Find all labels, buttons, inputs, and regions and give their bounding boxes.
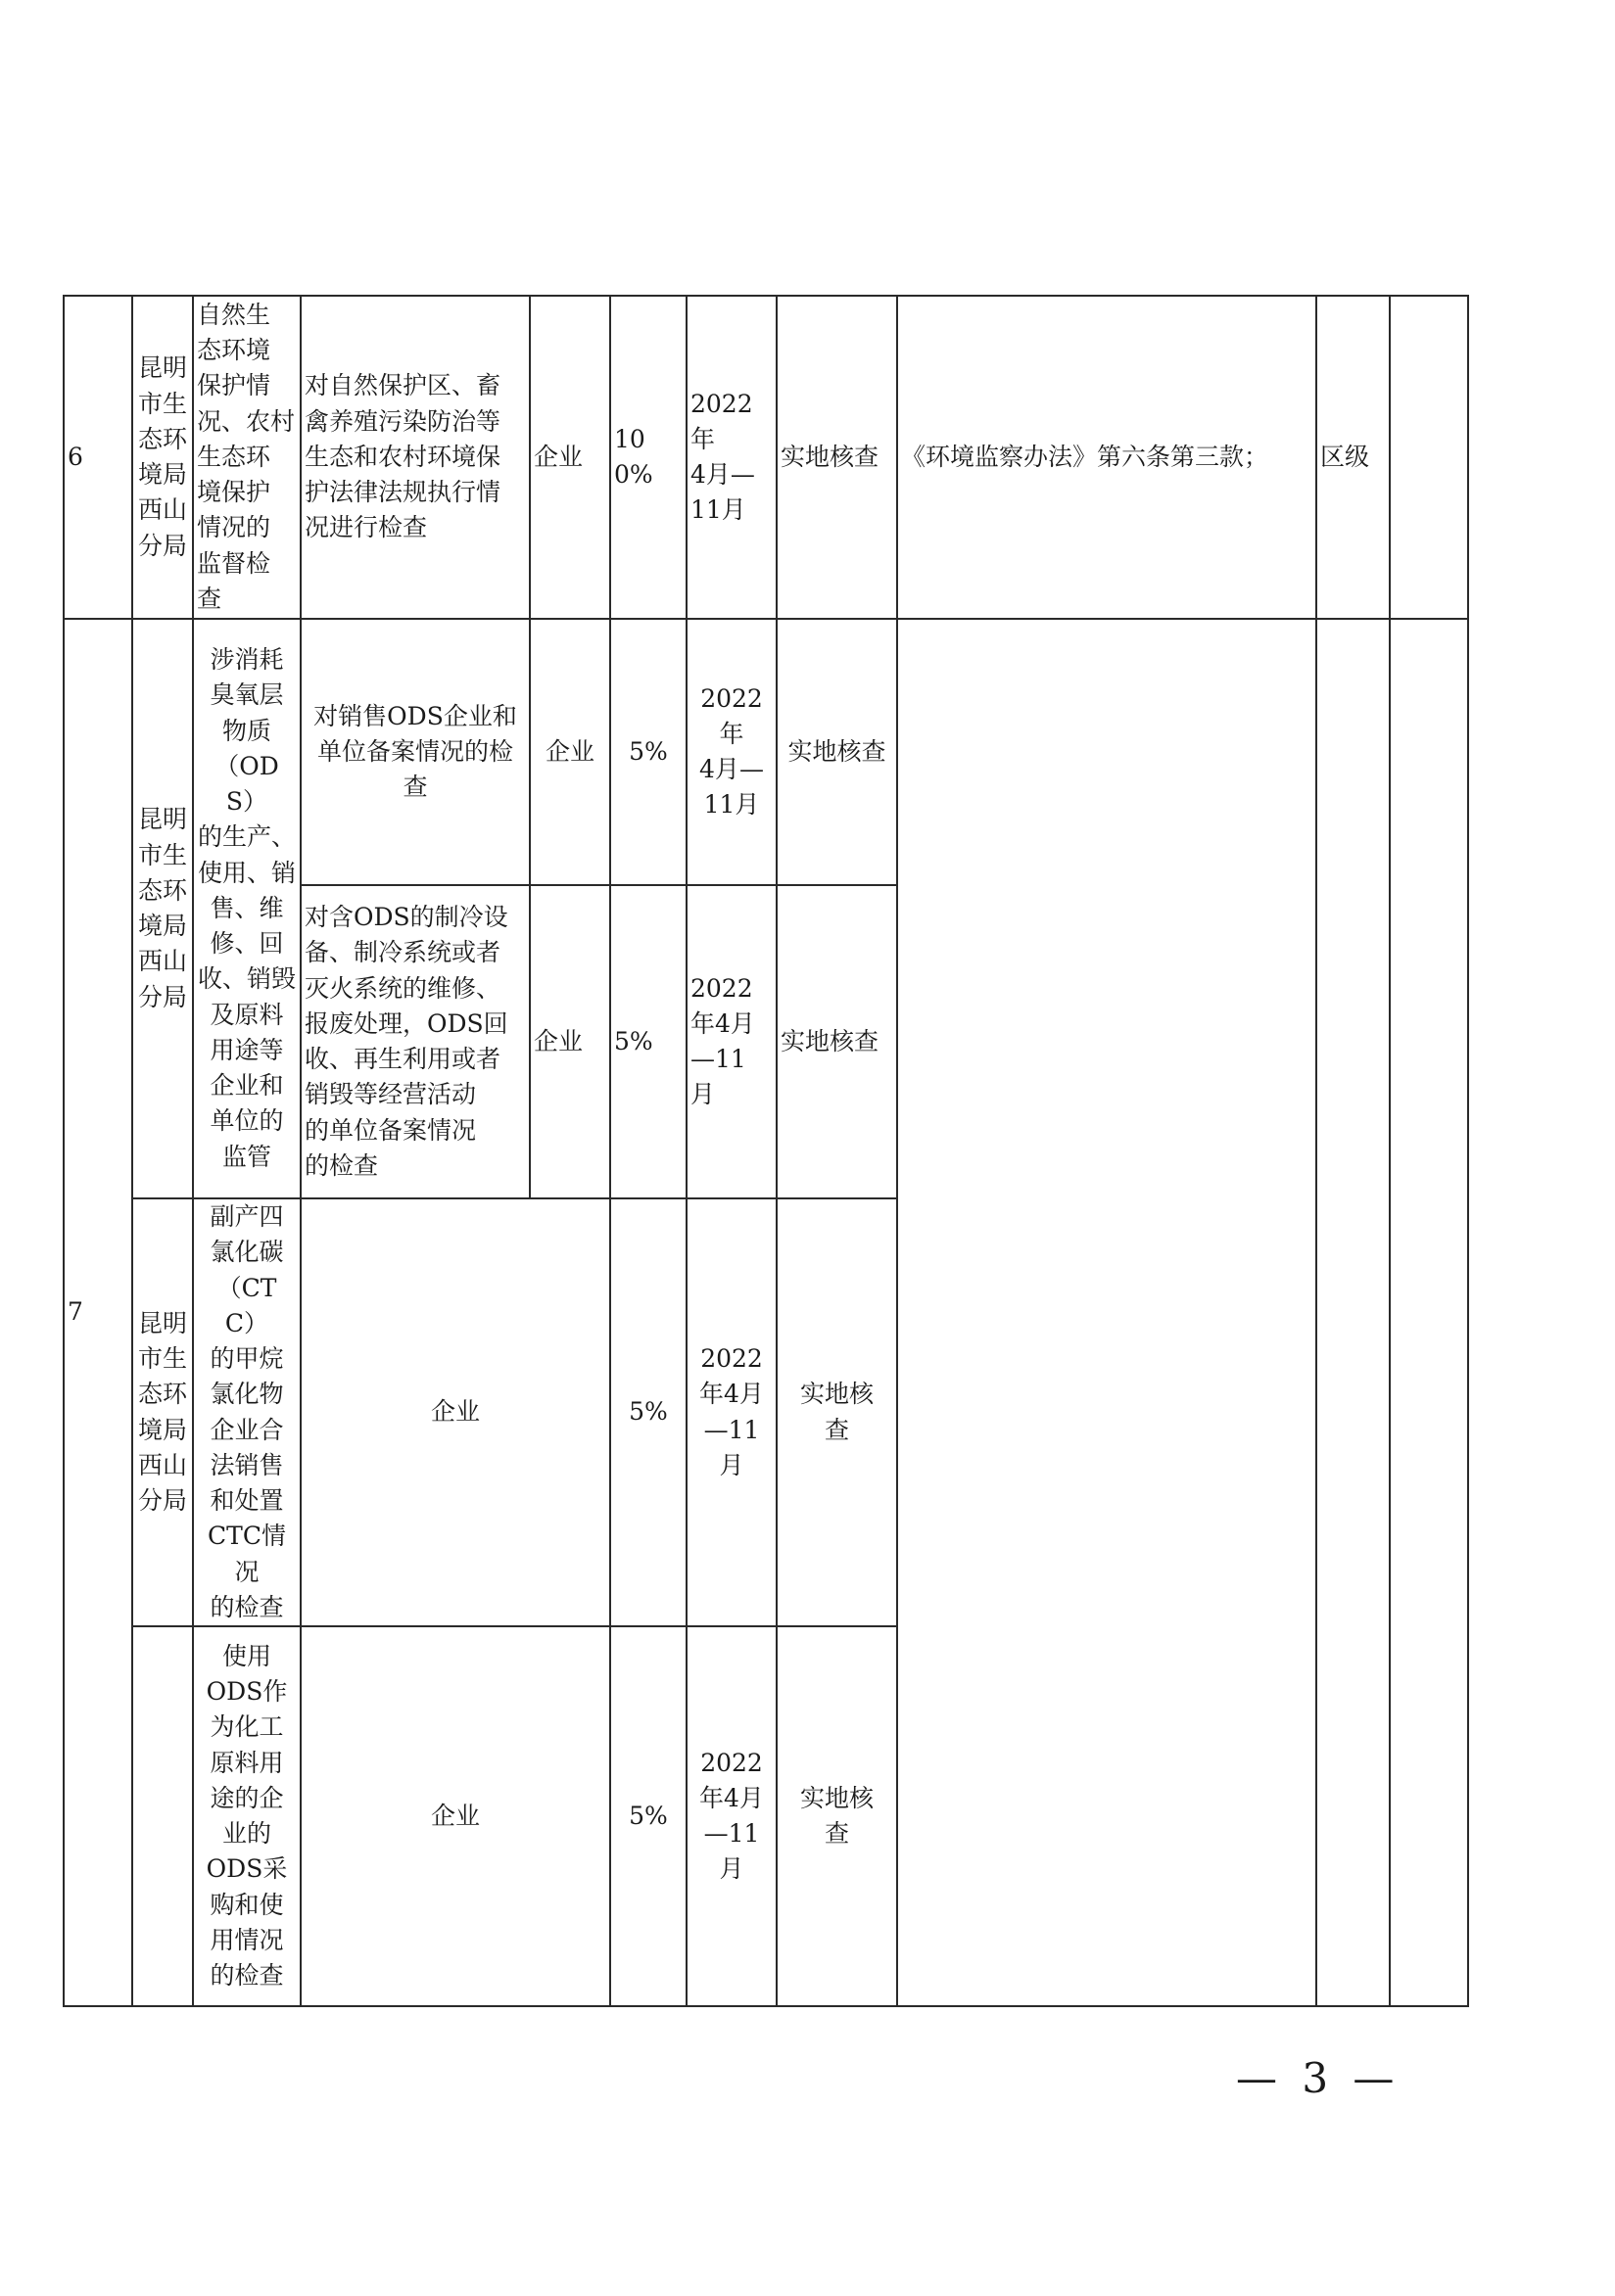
cell-inspection-time: 2022年 4月— 11月 (687, 296, 777, 619)
cell-inspection-item: 自然生 态环境 保护情 况、农村 生态环 境保护 情况的 监督检 查 (193, 296, 301, 619)
cell-inspection-time: 2022年 4月— 11月 (687, 619, 777, 885)
cell-legal-basis: 《环境监察办法》第六条第三款； (897, 296, 1316, 619)
cell-inspection-method: 实地核 查 (777, 1198, 897, 1626)
cell-inspection-object: 企业 (530, 885, 610, 1198)
cell-inspection-object: 企业 (301, 1626, 610, 2006)
page-number: — 3 — (1236, 2054, 1401, 2102)
cell-department: 昆明 市生 态环 境局 西山 分局 (132, 1198, 193, 1626)
cell-department (132, 1626, 193, 2006)
cell-inspection-object: 企业 (530, 296, 610, 619)
cell-inspection-method: 实地核查 (777, 885, 897, 1198)
cell-sampling-ratio: 5% (610, 1626, 687, 2006)
cell-inspection-item: 涉消耗 臭氧层 物质 （ODS） 的生产、 使用、销 售、维 修、回 收、销毁 及原料 用途等 企业和 单位的 监管 (193, 619, 301, 1198)
cell-inspection-content: 对销售ODS企业和 单位备案情况的检 查 (301, 619, 530, 885)
cell-inspection-time: 2022 年4月 —11 月 (687, 885, 777, 1198)
cell-inspection-method: 实地核查 (777, 296, 897, 619)
cell-inspection-object: 企业 (301, 1198, 610, 1626)
cell-sampling-ratio: 100% (610, 296, 687, 619)
cell-sampling-ratio: 5% (610, 885, 687, 1198)
table-row-7-sub1 (64, 619, 1468, 885)
cell-department: 昆明 市生 态环 境局 西山 分局 (132, 619, 193, 1198)
cell-serial-no: 7 (64, 619, 132, 2006)
cell-remark (1390, 619, 1468, 2006)
cell-inspection-item: 副产四 氯化碳 （CTC） 的甲烷 氯化物 企业合 法销售 和处置 CTC情况 的检查 (193, 1198, 301, 1626)
cell-inspection-content: 对含ODS的制冷设 备、制冷系统或者 灭火系统的维修、 报废处理，ODS回 收、再生利用或者 销毁等经营活动 的单位备案情况 的检查 (301, 885, 530, 1198)
cell-inspection-object: 企业 (530, 619, 610, 885)
cell-sampling-ratio: 5% (610, 1198, 687, 1626)
cell-legal-basis (897, 619, 1316, 2006)
cell-level (1316, 619, 1390, 2006)
cell-level: 区级 (1316, 296, 1390, 619)
cell-inspection-time: 2022 年4月 —11 月 (687, 1198, 777, 1626)
cell-inspection-method: 实地核 查 (777, 1626, 897, 2006)
cell-inspection-method: 实地核查 (777, 619, 897, 885)
cell-serial-no: 6 (64, 296, 132, 619)
cell-sampling-ratio: 5% (610, 619, 687, 885)
inspection-table (63, 295, 1469, 2007)
table-row-6 (64, 296, 1468, 619)
cell-inspection-item: 使用 ODS作 为化工 原料用 途的企 业的 ODS采 购和使 用情况 的检查 (193, 1626, 301, 2006)
cell-department: 昆明 市生 态环 境局 西山 分局 (132, 296, 193, 619)
cell-inspection-time: 2022 年4月 —11 月 (687, 1626, 777, 2006)
cell-inspection-content: 对自然保护区、畜 禽养殖污染防治等 生态和农村环境保 护法律法规执行情 况进行检查 (301, 296, 530, 619)
cell-remark (1390, 296, 1468, 619)
